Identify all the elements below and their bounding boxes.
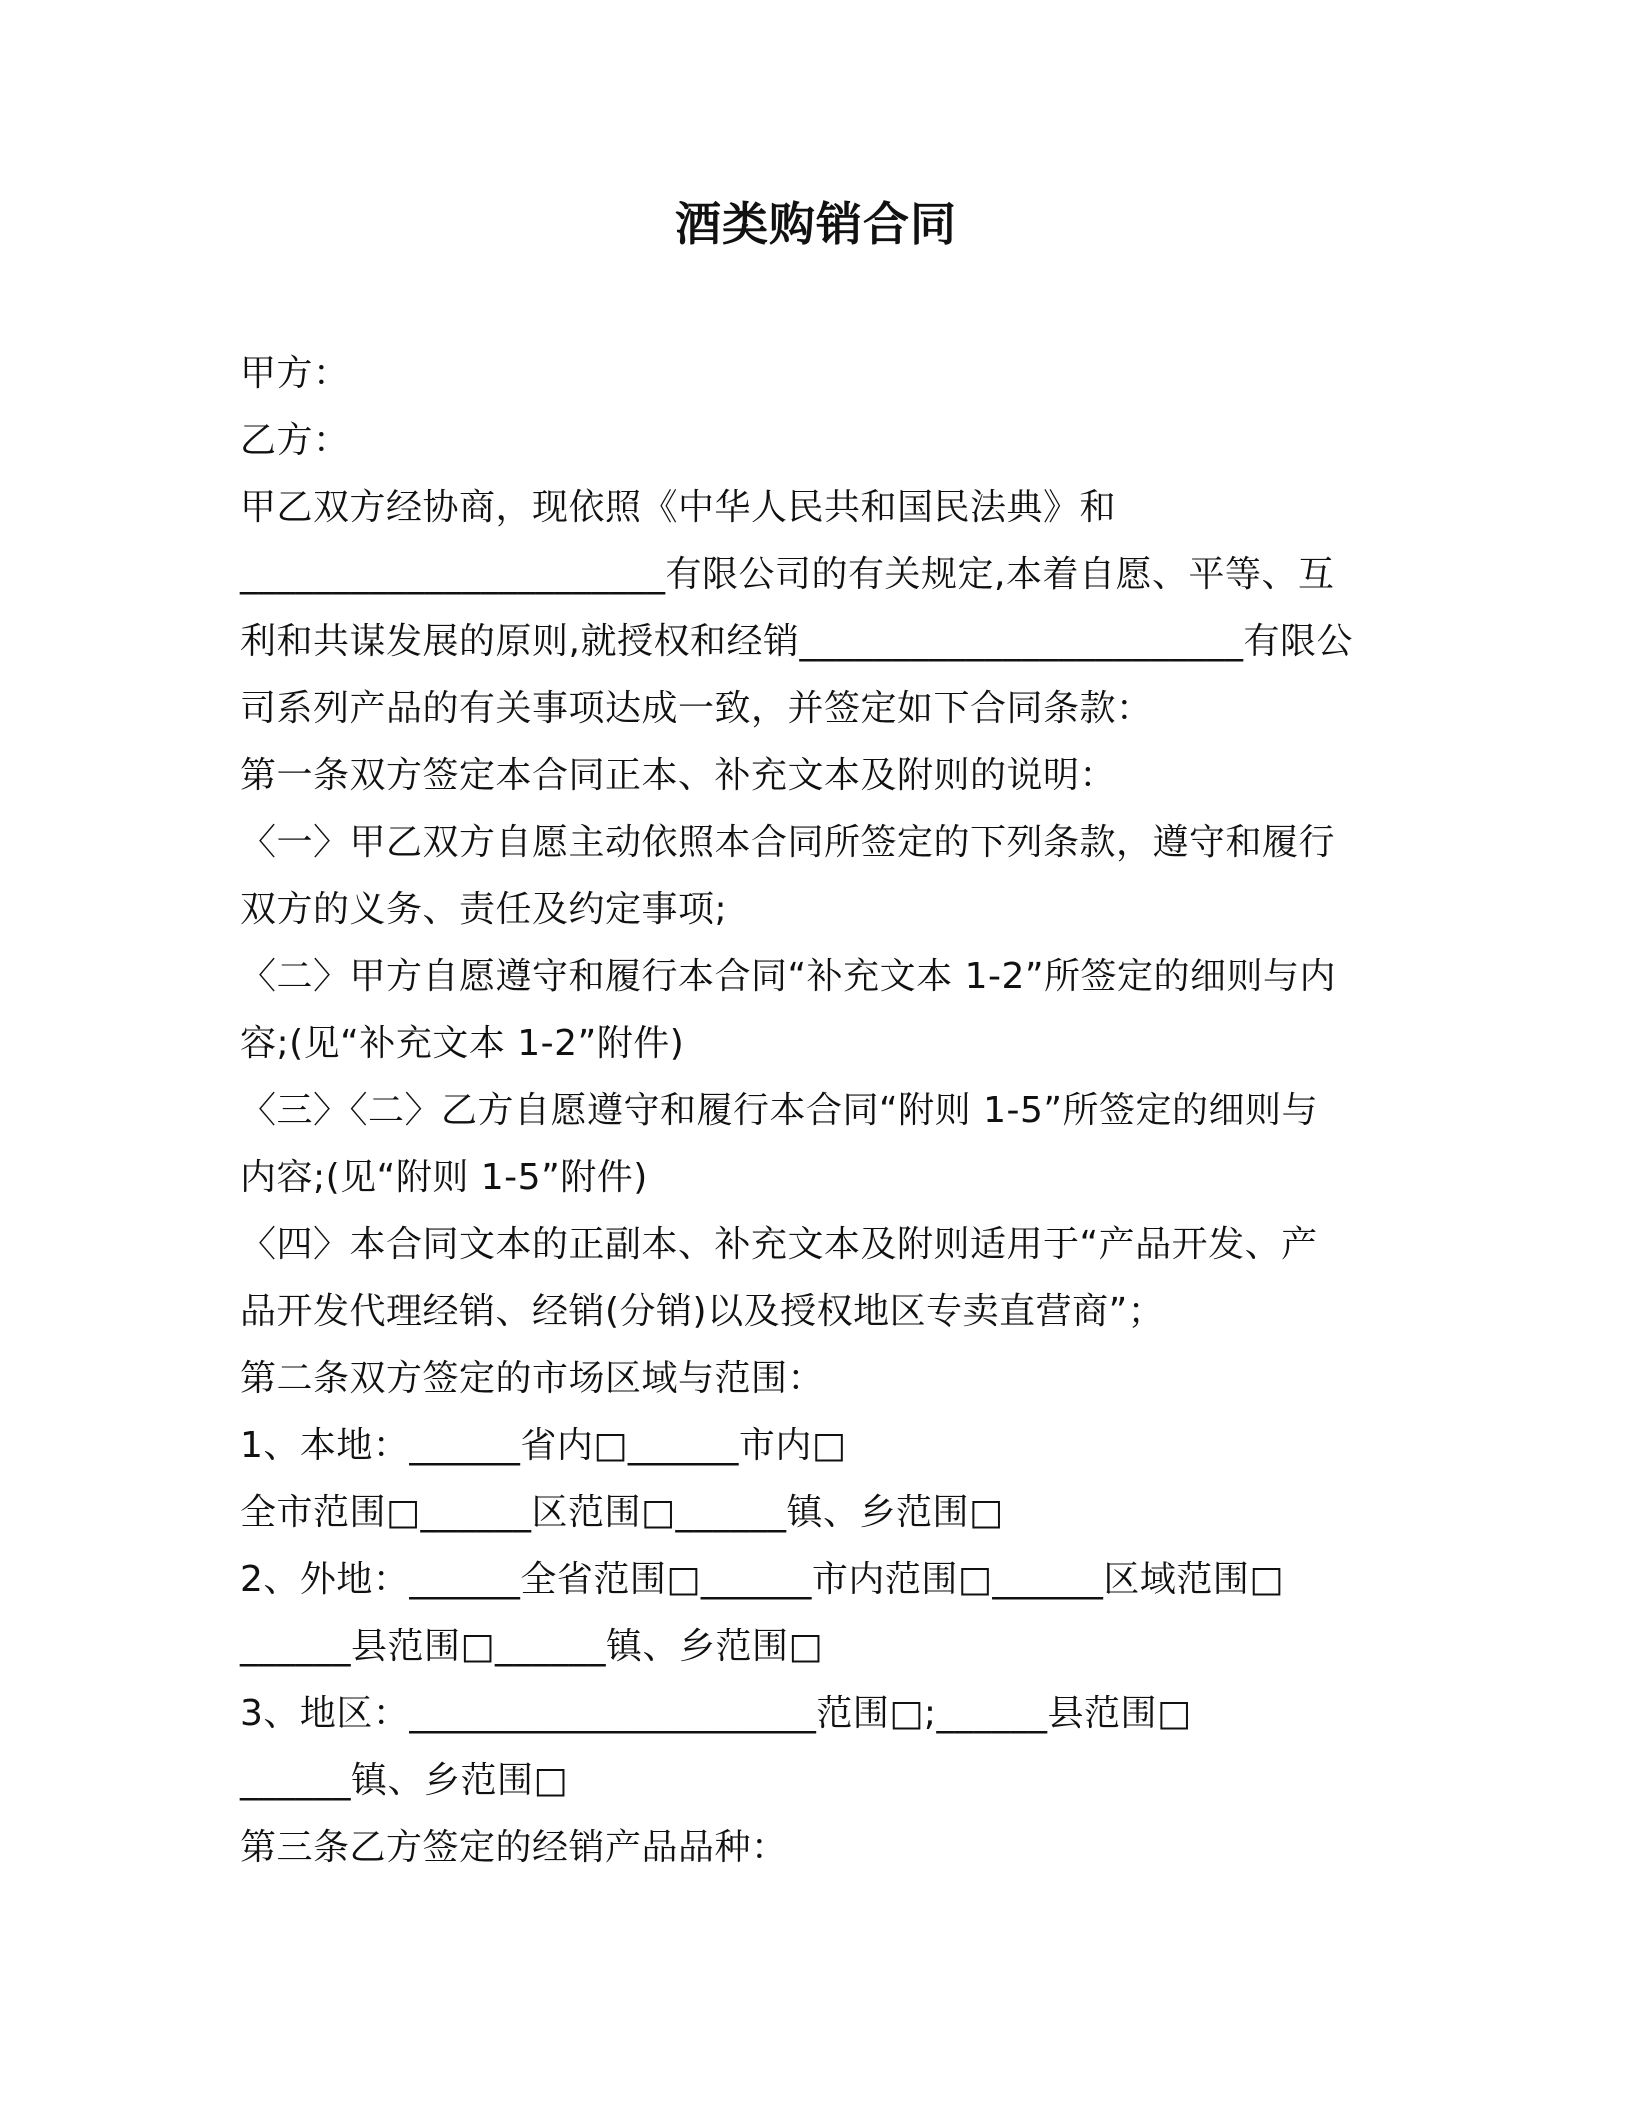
clause-line: 〈三〉〈二〉乙方自愿遵守和履行本合同“附则 1-5”所签定的细则与 xyxy=(240,1090,1319,1131)
paragraph-line: 甲乙双方经协商，现依照《中华人民共和国民法典》和 xyxy=(240,487,1117,528)
region-external-line: ______县范围□______镇、乡范围□ xyxy=(240,1626,824,1667)
party-a-line: 甲方： xyxy=(240,353,350,394)
region-local-line: 全市范围□______区范围□______镇、乡范围□ xyxy=(240,1492,1004,1533)
document-body xyxy=(240,340,1400,1881)
region-external-line: 2、外地：______全省范围□______市内范围□______区域范围□ xyxy=(240,1559,1284,1600)
region-area-line: 3、地区：______________________范围□;______县范围□ xyxy=(240,1693,1192,1734)
clause-line: 双方的义务、责任及约定事项; xyxy=(240,889,728,930)
paragraph-line: 利和共谋发展的原则,就授权和经销________________________有限公 xyxy=(240,621,1353,662)
clause-line: 内容;(见“附则 1-5”附件) xyxy=(240,1157,648,1198)
clause-line: 〈一〉甲乙双方自愿主动依照本合同所签定的下列条款，遵守和履行 xyxy=(240,822,1336,863)
paragraph-line: 司系列产品的有关事项达成一致，并签定如下合同条款： xyxy=(240,688,1153,729)
party-b-line: 乙方： xyxy=(240,420,350,461)
article-3-heading: 第三条乙方签定的经销产品品种： xyxy=(240,1827,788,1868)
region-local-line: 1、本地：______省内□______市内□ xyxy=(240,1425,847,1466)
clause-line: 品开发代理经销、经销(分销)以及授权地区专卖直营商”； xyxy=(240,1291,1165,1332)
article-2-heading: 第二条双方签定的市场区域与范围： xyxy=(240,1358,825,1399)
article-1-heading: 第一条双方签定本合同正本、补充文本及附则的说明： xyxy=(240,755,1117,796)
region-area-line: ______镇、乡范围□ xyxy=(240,1760,569,1801)
clause-line: 容;(见“补充文本 1-2”附件) xyxy=(240,1023,685,1064)
clause-line: 〈二〉甲方自愿遵守和履行本合同“补充文本 1-2”所签定的细则与内 xyxy=(240,956,1337,997)
paragraph-line: _______________________有限公司的有关规定,本着自愿、平等、互 xyxy=(240,554,1335,595)
clause-line: 〈四〉本合同文本的正副本、补充文本及附则适用于“产品开发、产 xyxy=(240,1224,1318,1265)
document-title: 酒类购销合同 xyxy=(675,197,957,251)
